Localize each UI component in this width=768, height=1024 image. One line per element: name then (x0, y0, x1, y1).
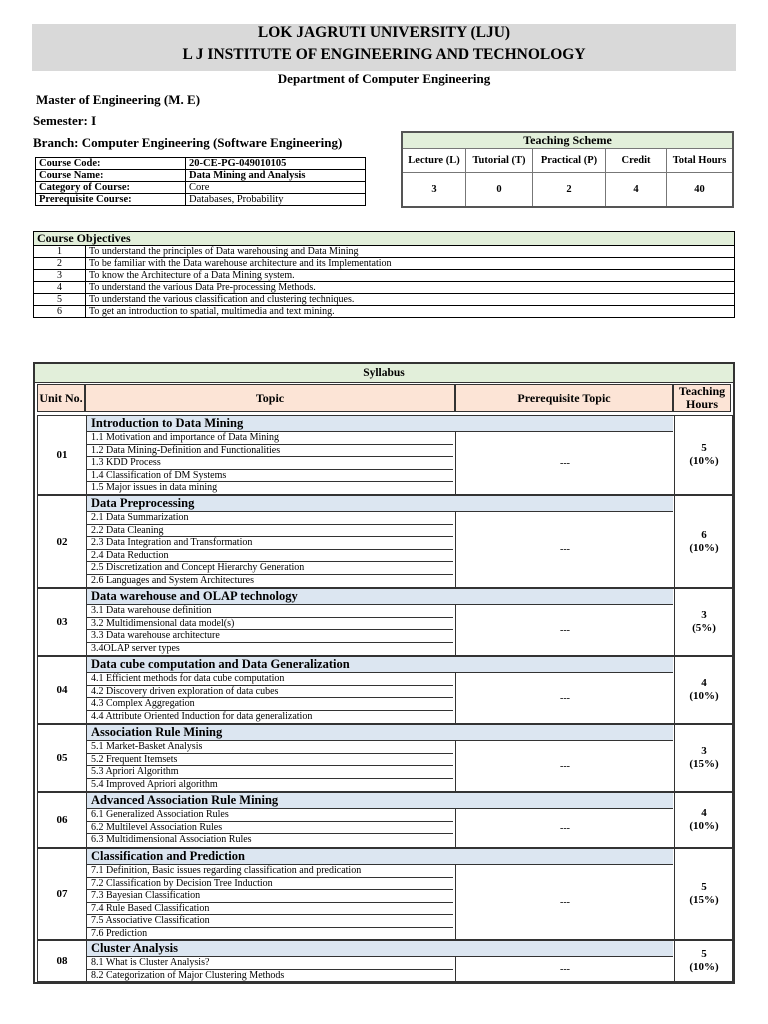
unit-weight: (10%) (689, 541, 719, 554)
subtopic: 5.3 Apriori Algorithm (87, 766, 453, 779)
subtopic: 4.2 Discovery driven exploration of data cubes (87, 686, 453, 699)
unit-title: Cluster Analysis (87, 941, 673, 957)
unit-weight: (10%) (689, 690, 719, 702)
subtopic: 1.4 Classification of DM Systems (87, 470, 453, 483)
objective-row (34, 294, 735, 306)
unit-number: 08 (38, 941, 87, 981)
subtopic: 1.1 Motivation and importance of Data Mining (87, 432, 453, 445)
unit-hours-cell (674, 589, 733, 655)
unit-weight: (10%) (689, 820, 719, 832)
ts-header: Lecture (L) (402, 149, 466, 173)
subtopic: 8.2 Categorization of Major Clustering Methods (91, 969, 285, 981)
objective-text: To understand the various Data Pre-processing Methods. (86, 282, 735, 294)
course-info-value: 20-CE-PG-049010105 (186, 158, 366, 170)
syllabus-unit-row (37, 415, 733, 495)
subtopic: 6.3 Multidimensional Association Rules (91, 834, 252, 845)
unit-title: Introduction to Data Mining (87, 416, 673, 432)
syllabus-unit-row (37, 656, 733, 724)
university-name: LOK JAGRUTI UNIVERSITY (LJU) (257, 24, 511, 41)
subtopic: 2.1 Data Summarization (87, 512, 453, 525)
unit-weight: (15%) (689, 758, 719, 770)
course-info-row (36, 194, 366, 206)
unit-hours: 3 (701, 745, 707, 757)
objective-text: To understand the principles of Data warehousing and Data Mining (86, 246, 735, 258)
syllabus-caption: Syllabus (35, 364, 733, 383)
subtopic: 2.6 Languages and System Architectures (91, 574, 255, 586)
unit-prerequisite: --- (455, 673, 674, 723)
unit-number: 04 (38, 657, 87, 723)
unit-prerequisite: --- (455, 741, 674, 791)
ts-value: 3 (402, 173, 466, 207)
course-info-value: Databases, Probability (186, 194, 366, 206)
syllabus-unit-row (37, 848, 733, 940)
unit-number: 07 (38, 849, 87, 939)
subtopic: 3.3 Data warehouse architecture (87, 630, 453, 643)
unit-hours-cell (674, 725, 733, 791)
syllabus-unit-row (37, 940, 733, 982)
subtopic: 4.4 Attribute Oriented Induction for data generalization (91, 710, 313, 722)
syllabus-unit-row (37, 724, 733, 792)
unit-weight: (10%) (689, 961, 719, 973)
unit-number: 03 (38, 589, 87, 655)
objective-row (34, 282, 735, 294)
institute-name: L J INSTITUTE OF ENGINEERING AND TECHNOLOGY (182, 46, 586, 63)
unit-hours: 4 (701, 807, 707, 819)
course-info-key: Category of Course: (36, 182, 186, 194)
unit-hours: 6 (701, 528, 707, 541)
objective-number: 5 (34, 294, 86, 306)
unit-hours: 5 (701, 948, 707, 960)
unit-weight: (15%) (689, 894, 719, 906)
unit-hours: 3 (701, 609, 707, 621)
unit-hours-cell (674, 416, 733, 494)
subtopic: 7.1 Definition, Basic issues regarding classification and predication (87, 865, 453, 878)
unit-hours-cell (674, 793, 733, 847)
ts-header: Total Hours (667, 149, 734, 173)
subtopic: 7.4 Rule Based Classification (87, 903, 453, 916)
ts-value: 2 (533, 173, 606, 207)
course-info-key: Course Code: (36, 158, 186, 170)
unit-number: 06 (38, 793, 87, 847)
subtopic: 7.3 Bayesian Classification (87, 890, 453, 903)
subtopic: 2.4 Data Reduction (87, 550, 453, 563)
subtopic: 4.3 Complex Aggregation (87, 698, 453, 711)
subtopic: 4.1 Efficient methods for data cube computation (87, 673, 453, 686)
subtopic: 5.4 Improved Apriori algorithm (91, 778, 218, 790)
unit-prerequisite: --- (455, 512, 674, 587)
subtopic: 1.2 Data Mining-Definition and Functionalities (87, 445, 453, 458)
subtopic: 7.5 Associative Classification (87, 915, 453, 928)
unit-title: Advanced Association Rule Mining (87, 793, 673, 809)
branch-label: Branch: Computer Engineering (Software Engineering) (33, 135, 343, 150)
unit-hours: 4 (701, 677, 707, 689)
department-name: Department of Computer Engineering (277, 71, 491, 86)
header-unit-no: Unit No. (37, 384, 85, 412)
unit-hours-cell (674, 941, 733, 981)
subtopic: 6.2 Multilevel Association Rules (87, 822, 453, 835)
syllabus-unit-row (37, 495, 733, 588)
unit-prerequisite: --- (455, 432, 674, 494)
objective-row (34, 270, 735, 282)
objective-text: To know the Architecture of a Data Mining system. (86, 270, 735, 282)
objectives-caption: Course Objectives (34, 232, 735, 246)
subtopic: 1.5 Major issues in data mining (91, 482, 218, 493)
unit-hours-cell (674, 496, 733, 587)
course-info-value: Core (186, 182, 366, 194)
subtopic: 2.2 Data Cleaning (87, 525, 453, 538)
unit-number: 02 (38, 496, 87, 587)
objective-row (34, 258, 735, 270)
header-teaching-hours: Teaching Hours (673, 384, 731, 412)
unit-hours: 5 (701, 881, 707, 893)
unit-weight: (5%) (692, 622, 716, 634)
subtopic: 2.3 Data Integration and Transformation (87, 537, 453, 550)
ts-value: 0 (466, 173, 533, 207)
objective-number: 2 (34, 258, 86, 270)
ts-value: 40 (667, 173, 734, 207)
ts-header: Credit (606, 149, 667, 173)
objective-number: 4 (34, 282, 86, 294)
header-prerequisite: Prerequisite Topic (455, 384, 673, 412)
subtopic: 1.3 KDD Process (87, 457, 453, 470)
unit-number: 01 (38, 416, 87, 494)
unit-hours-cell (674, 657, 733, 723)
objective-number: 6 (34, 306, 86, 318)
subtopic: 2.5 Discretization and Concept Hierarchy Generation (87, 562, 453, 575)
objective-text: To be familiar with the Data warehouse architecture and its Implementation (86, 258, 735, 270)
objective-number: 3 (34, 270, 86, 282)
subtopic: 5.2 Frequent Itemsets (87, 754, 453, 767)
teaching-scheme-caption: Teaching Scheme (402, 132, 733, 149)
unit-weight: (10%) (689, 455, 719, 467)
course-info-row (36, 182, 366, 194)
unit-prerequisite: --- (455, 605, 674, 655)
unit-title: Association Rule Mining (87, 725, 673, 741)
unit-title: Classification and Prediction (87, 849, 673, 865)
unit-hours: 5 (701, 442, 707, 454)
course-info-value: Data Mining and Analysis (186, 170, 366, 182)
objective-number: 1 (34, 246, 86, 258)
ts-header: Practical (P) (533, 149, 606, 173)
subtopic: 7.6 Prediction (91, 927, 148, 939)
unit-title: Data warehouse and OLAP technology (87, 589, 673, 605)
subtopic: 8.1 What is Cluster Analysis? (87, 957, 453, 970)
objective-row (34, 246, 735, 258)
unit-prerequisite: --- (455, 809, 674, 847)
header-topic: Topic (85, 384, 455, 412)
syllabus-unit-row (37, 588, 733, 656)
subtopic: 3.1 Data warehouse definition (87, 605, 453, 618)
unit-hours-cell (674, 849, 733, 939)
unit-title: Data cube computation and Data Generalization (87, 657, 673, 673)
unit-prerequisite: --- (455, 865, 674, 939)
unit-prerequisite: --- (455, 957, 674, 981)
course-info-table (35, 157, 366, 206)
course-info-key: Prerequisite Course: (36, 194, 186, 206)
ts-header: Tutorial (T) (466, 149, 533, 173)
syllabus-table (33, 362, 735, 984)
degree-label: Master of Engineering (M. E) (36, 92, 201, 107)
unit-number: 05 (38, 725, 87, 791)
course-info-row (36, 170, 366, 182)
syllabus-unit-row (37, 792, 733, 848)
ts-value: 4 (606, 173, 667, 207)
subtopic: 3.4OLAP server types (91, 642, 180, 654)
objective-row (34, 306, 735, 318)
course-info-key: Course Name: (36, 170, 186, 182)
subtopic: 5.1 Market-Basket Analysis (87, 741, 453, 754)
subtopic: 7.2 Classification by Decision Tree Induction (87, 878, 453, 891)
objective-text: To get an introduction to spatial, multimedia and text mining. (86, 306, 735, 318)
university-header (32, 24, 736, 71)
objective-text: To understand the various classification and clustering techniques. (86, 294, 735, 306)
subtopic: 6.1 Generalized Association Rules (87, 809, 453, 822)
subtopic: 3.2 Multidimensional data model(s) (87, 618, 453, 631)
course-objectives-table (33, 231, 735, 318)
course-info-row (36, 158, 366, 170)
teaching-scheme-table (401, 131, 734, 208)
unit-title: Data Preprocessing (87, 496, 673, 512)
semester-label: Semester: I (33, 113, 97, 128)
